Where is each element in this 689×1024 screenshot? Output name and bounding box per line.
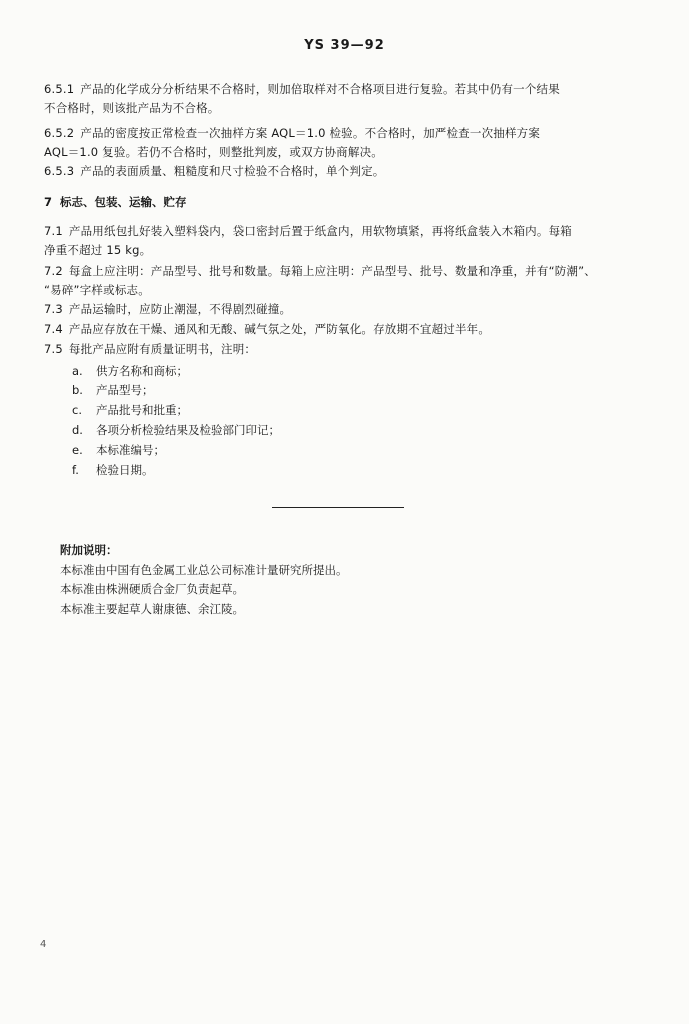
list-item — [72, 381, 154, 399]
list-letter: b. — [72, 383, 83, 397]
section-7-title — [44, 194, 187, 210]
clause-number: 6.5.3 — [44, 164, 75, 178]
list-item — [72, 461, 154, 479]
list-text: 各项分析检验结果及检验部门印记； — [96, 423, 280, 437]
clause-7-5 — [44, 340, 644, 359]
list-letter: e. — [72, 443, 83, 457]
clause-line: 产品应存放在干燥、通风和无酸、碱气氛之处，严防氧化。存放期不宜超过半年。 — [68, 322, 491, 336]
clause-number: 7.3 — [44, 302, 63, 316]
clause-6-5-2 — [44, 124, 644, 161]
clause-number: 7.2 — [44, 264, 63, 278]
page-number: 4 — [40, 939, 47, 950]
list-item — [72, 421, 280, 439]
notes-line: 本标准由中国有色金属工业总公司标准计量研究所提出。 — [60, 563, 348, 577]
list-text: 产品型号； — [96, 383, 154, 397]
notes-line: 本标准主要起草人谢康德、余江陵。 — [60, 602, 244, 616]
clause-6-5-1 — [44, 80, 644, 117]
clause-line: 产品用纸包扎好装入塑料袋内，袋口密封后置于纸盒内，用软物填紧，再将纸盒装入木箱内。每箱 — [68, 224, 572, 238]
notes-line: 本标准由株洲硬质合金厂负责起草。 — [60, 582, 244, 596]
list-letter: f. — [72, 463, 79, 477]
clause-number: 7.5 — [44, 342, 63, 356]
clause-line: 净重不超过 15 kg。 — [44, 242, 152, 257]
notes-title: 附加说明： — [60, 543, 118, 557]
clause-line: 不合格时，则该批产品为不合格。 — [44, 100, 220, 115]
standard-code-header: YS 39—92 — [304, 38, 385, 53]
clause-line: 产品的表面质量、粗糙度和尺寸检验不合格时，单个判定。 — [80, 164, 385, 178]
section-divider — [272, 507, 404, 508]
list-text: 本标准编号； — [96, 443, 165, 457]
list-item — [72, 441, 165, 459]
clause-number: 7.1 — [44, 224, 63, 238]
clause-line: 每盒上应注明：产品型号、批号和数量。每箱上应注明：产品型号、批号、数量和净重，并有“防潮”、 — [68, 264, 597, 278]
section-title-text: 标志、包装、运输、贮存 — [60, 195, 187, 209]
list-item — [72, 362, 188, 380]
section-number: 7 — [44, 195, 53, 209]
list-item — [72, 401, 188, 419]
list-letter: a. — [72, 364, 83, 378]
list-text: 产品批号和批重； — [96, 403, 188, 417]
clause-line: 产品的密度按正常检查一次抽样方案 AQL＝1.0 检验。不合格时，加严检查一次抽样方案 — [80, 126, 541, 140]
list-text: 供方名称和商标； — [96, 364, 188, 378]
clause-7-2 — [44, 262, 644, 299]
list-letter: d. — [72, 423, 83, 437]
clause-number: 7.4 — [44, 322, 63, 336]
clause-line: AQL＝1.0 复验。若仍不合格时，则整批判废，或双方协商解决。 — [44, 144, 383, 159]
clause-number: 6.5.2 — [44, 126, 75, 140]
clause-6-5-3 — [44, 162, 644, 181]
clause-line: 每批产品应附有质量证明书，注明： — [68, 342, 257, 356]
clause-line: 产品运输时，应防止潮湿，不得剧烈碰撞。 — [68, 302, 292, 316]
clause-7-1 — [44, 222, 644, 259]
clause-line: 产品的化学成分分析结果不合格时，则加倍取样对不合格项目进行复验。若其中仍有一个结果 — [80, 82, 560, 96]
clause-7-4 — [44, 320, 644, 339]
list-letter: c. — [72, 403, 82, 417]
clause-number: 6.5.1 — [44, 82, 75, 96]
clause-7-3 — [44, 300, 644, 319]
clause-line: “易碎”字样或标志。 — [44, 282, 150, 297]
list-text: 检验日期。 — [96, 463, 154, 477]
